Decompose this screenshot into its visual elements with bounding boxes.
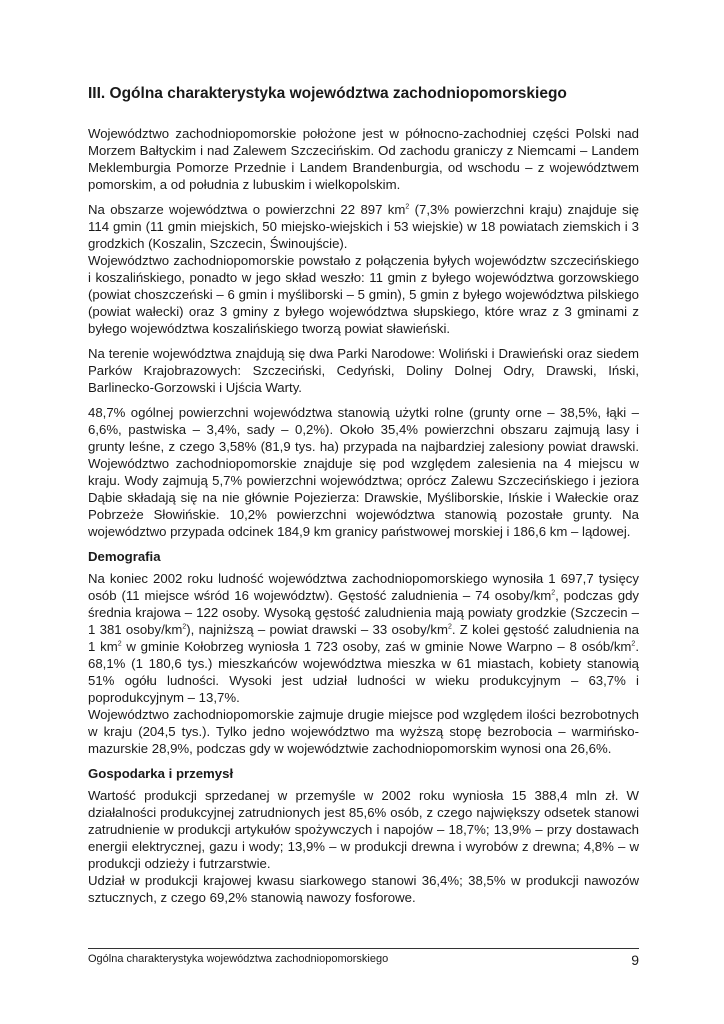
superscript: 2 xyxy=(117,640,122,648)
paragraph-parks: Na terenie województwa znajdują się dwa Parki Narodowe: Woliński i Drawieński oraz siedem Parków Krajobrazowych: Szczeciński, Cedyński, Doliny Dolnej Odry, Drawski, Iński, Barlinecko-Gorzowski i Ujścia Warty. xyxy=(88,346,639,395)
superscript: 2 xyxy=(631,640,636,648)
page-number: 9 xyxy=(631,952,639,968)
footer-divider xyxy=(88,948,639,949)
text-segment: Na koniec 2002 roku ludność województwa zachodniopomorskiego wynosiła 1 697,7 tysięcy osób (11 miejsce wśród 16 województw). Gęstość zaludnienia – 74 osoby/km xyxy=(88,571,639,603)
text-segment: . 68,1% (1 180,6 tys.) mieszkańców województwa mieszka w 61 miastach, kobiety stanowią 51% ogółu ludności. Wysoki jest udział ludności w wieku produkcyjnym – 63,7% i poprodukcyjnym – 13,7%. xyxy=(88,639,639,705)
paragraph-chemicals: Udział w produkcji krajowej kwasu siarkowego stanowi 36,4%; 38,5% w produkcji nawozów sztucznych, z czego 69,2% stanowią nawozy fosforowe. xyxy=(88,873,639,905)
running-footer: Ogólna charakterystyka województwa zachodniopomorskiego xyxy=(88,953,389,965)
text-segment: Na obszarze województwa o powierzchni 22 897 km xyxy=(88,202,406,217)
superscript: 2 xyxy=(182,623,187,631)
page-title: III. Ogólna charakterystyka województwa zachodniopomorskiego xyxy=(88,85,567,102)
paragraph-area xyxy=(88,201,639,252)
section-heading-demografia: Demografia xyxy=(88,549,161,564)
section-heading-gospodarka: Gospodarka i przemysł xyxy=(88,766,234,781)
document-body xyxy=(88,125,639,914)
paragraph-location: Województwo zachodniopomorskie położone jest w północno-zachodniej części Polski nad Morzem Bałtyckim i nad Zalewem Szczecińskim. Od zachodu graniczy z Niemcami – Landem Meklemburgia Pomorze Przednie i Landem Brandenburgia, od wschodu – z województwem pomorskim, a od południa z lubuskim i wielkopolskim. xyxy=(88,126,639,192)
text-segment: (7,3% powierzchni kraju) znajduje się 114 gmin (11 gmin miejskich, 50 miejsko-wiejskich i 53 wiejskie) w 18 powiatach ziemskich i 3 grodzkich (Koszalin, Szczecin, Świnoujście). xyxy=(88,202,639,251)
paragraph-formation: Województwo zachodniopomorskie powstało z połączenia byłych województw szczecińskiego i koszalińskiego, ponadto w jego skład weszło: 11 gmin z byłego województwa gorzowskiego (powiat choszczeński – 6 gmin i myśliborski – 5 gmin), 5 gmin z byłego województwa pilskiego (powiat wałecki) oraz 3 gminy z byłego województwa słupskiego, które wraz z 3 gminami z byłego województwa koszalińskiego tworzą powiat sławieński. xyxy=(88,253,639,336)
paragraph-industry: Wartość produkcji sprzedanej w przemyśle w 2002 roku wyniosła 15 388,4 mln zł. W działalności produkcyjnej zatrudnionych jest 85,6% osób, z czego największy odsetek stanowi zatrudnienie w produkcji artykułów spożywczych i napojów – 18,7%; 13,9% – przy dostawach energii elektrycznej, gazu i wody; 13,9% – w produkcji drewna i wyrobów z drewna; 4,8% – w produkcji odzieży i futrzarstwie. xyxy=(88,788,639,871)
superscript: 2 xyxy=(551,589,556,597)
paragraph-land-use: 48,7% ogólnej powierzchni województwa stanowią użytki rolne (grunty orne – 38,5%, łąki – 6,6%, pastwiska – 3,4%, sady – 0,2%). Około 35,4% powierzchni obszaru zajmują lasy i grunty leśne, z czego 3,58% (81,9 tys. ha) przypada na najbardziej zalesiony powiat drawski. Województwo zachodniopomorskie znajduje się pod względem zalesienia na 4 miejscu w kraju. Wody zajmują 5,7% powierzchni województwa; oprócz Zalewu Szczecińskiego i jeziora Dąbie składają się na nie głównie Pojezierza: Drawskie, Myśliborskie, Ińskie i Wałeckie oraz Pobrzeże Słowińskie. 10,2% powierzchni województwa stanowią pozostałe grunty. Na województwo przypada odcinek 184,9 km granicy państwowej morskiej i 186,6 km – lądowej. xyxy=(88,405,639,539)
text-segment: , podczas gdy średnia krajowa – 122 osoby. Wysoką gęstość zaludnienia mają powiaty grodzkie (Szczecin – 1 381 osoby/km xyxy=(88,588,639,637)
superscript: 2 xyxy=(405,203,410,211)
text-segment: w gminie Kołobrzeg wyniosła 1 723 osoby, zaś w gminie Nowe Warpno – 8 osób/km xyxy=(121,639,632,654)
text-segment: . Z kolei gęstość zaludnienia na 1 km xyxy=(88,622,639,654)
paragraph-population xyxy=(88,570,639,706)
text-segment: ), najniższą – powiat drawski – 33 osoby/km xyxy=(186,622,448,637)
superscript: 2 xyxy=(447,623,452,631)
paragraph-unemployment: Województwo zachodniopomorskie zajmuje drugie miejsce pod względem ilości bezrobotnych w kraju (204,5 tys.). Tylko jedno województwo ma wyższą stopę bezrobocia – warmińsko-mazurskie 28,9%, podczas gdy w województwie zachodniopomorskim wynosi ona 26,6%. xyxy=(88,707,639,756)
